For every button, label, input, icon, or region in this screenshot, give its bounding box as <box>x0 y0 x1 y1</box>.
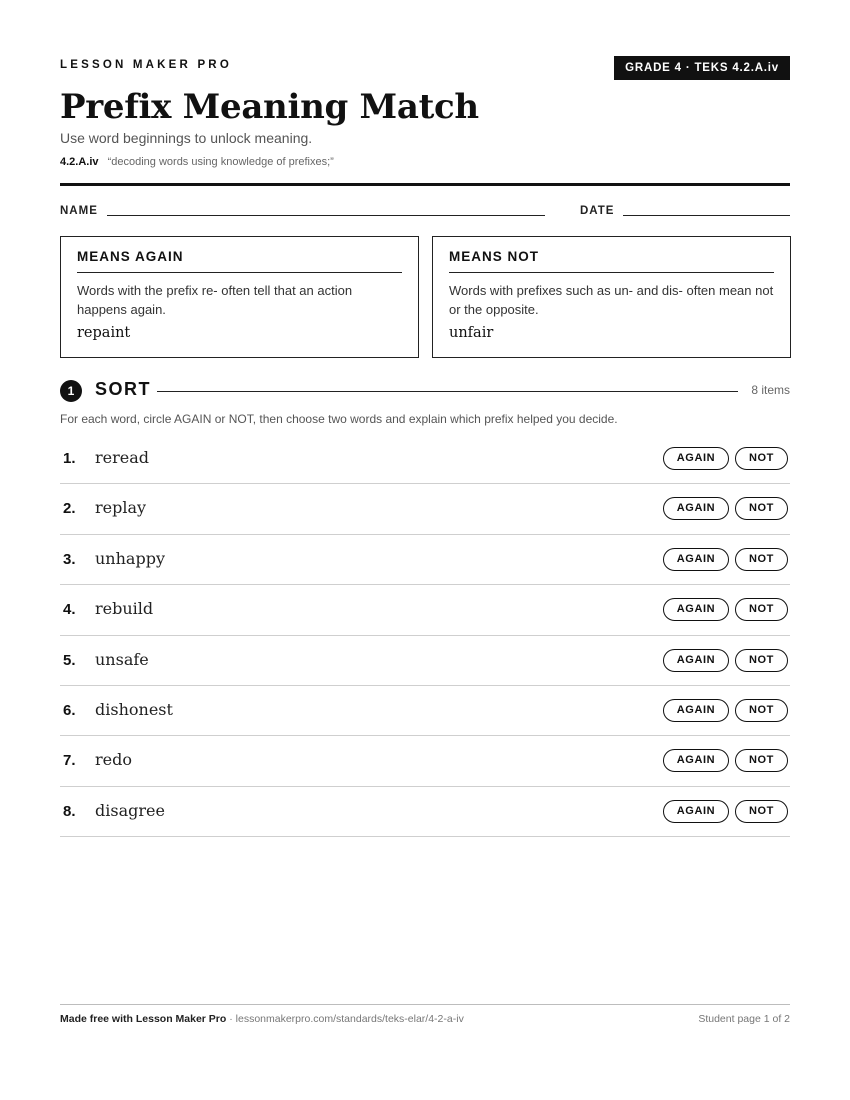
date-field[interactable] <box>623 215 790 216</box>
definition-title: MEANS NOT <box>449 249 774 273</box>
item-word: reread <box>95 448 150 467</box>
standard-code: 4.2.A.iv <box>60 156 99 168</box>
definition-title: MEANS AGAIN <box>77 249 402 273</box>
header-top <box>60 56 790 80</box>
again-option[interactable]: AGAIN <box>663 649 729 672</box>
standard-text: “decoding words using knowledge of prefixes;” <box>107 156 334 168</box>
header-divider <box>60 183 790 186</box>
again-option[interactable]: AGAIN <box>663 548 729 571</box>
item-word: redo <box>95 750 132 770</box>
definition-example: repaint <box>77 325 131 341</box>
not-option[interactable]: NOT <box>735 548 788 571</box>
definition-example: unfair <box>449 325 494 341</box>
date-label: DATE <box>580 205 615 217</box>
item-word: unhappy <box>95 548 165 568</box>
item-number: 7. <box>63 752 76 770</box>
not-option[interactable]: NOT <box>735 447 788 470</box>
again-option[interactable]: AGAIN <box>663 447 729 470</box>
item-number: 5. <box>63 651 76 669</box>
name-date-row <box>60 205 790 221</box>
again-option[interactable]: AGAIN <box>663 749 729 772</box>
definition-text: Words with the prefix re- often tell that an action happens again. <box>77 283 353 317</box>
again-option[interactable]: AGAIN <box>663 497 729 520</box>
item-word: unsafe <box>95 649 149 669</box>
item-count: 8 items <box>751 383 790 397</box>
page-subtitle: Use word beginnings to unlock meaning. <box>60 130 313 146</box>
page-title: Prefix Meaning Match <box>60 87 479 127</box>
list-item <box>60 736 790 786</box>
footer-credit <box>60 1013 464 1025</box>
footer-url[interactable]: · lessonmakerpro.com/standards/teks-elar/4-2-a-iv <box>226 1013 464 1025</box>
name-field[interactable] <box>107 215 545 216</box>
grade-badge: GRADE 4 · TEKS 4.2.A.iv <box>614 56 790 80</box>
item-word: replay <box>95 498 147 518</box>
item-number: 2. <box>63 500 76 518</box>
name-label: NAME <box>60 205 98 217</box>
item-number: 8. <box>63 802 76 820</box>
again-option[interactable]: AGAIN <box>663 699 729 722</box>
worksheet-page <box>60 0 790 1100</box>
item-number: 3. <box>63 550 76 568</box>
item-word: rebuild <box>95 599 154 619</box>
not-option[interactable]: NOT <box>735 649 788 672</box>
section-number: 1 <box>60 380 82 402</box>
item-list <box>60 434 790 837</box>
section-title: SORT <box>95 379 152 399</box>
footer-divider <box>60 1004 790 1005</box>
item-word: disagree <box>95 800 165 820</box>
list-item <box>60 787 790 837</box>
list-item <box>60 636 790 686</box>
item-word: dishonest <box>95 699 173 719</box>
section-rule <box>157 391 738 392</box>
list-item <box>60 434 790 484</box>
list-item <box>60 585 790 635</box>
item-number: 6. <box>63 701 76 719</box>
item-number: 4. <box>63 601 76 619</box>
not-option[interactable]: NOT <box>735 497 788 520</box>
definition-text: Words with prefixes such as un- and dis- often mean not or the opposite. <box>449 283 774 317</box>
list-item <box>60 484 790 534</box>
definition-card-not <box>432 236 791 358</box>
item-number: 1. <box>63 450 76 467</box>
section-instructions: For each word, circle AGAIN or NOT, then choose two words and explain which prefix helped you decide. <box>60 412 618 426</box>
list-item <box>60 686 790 736</box>
definition-card-again <box>60 236 419 358</box>
again-option[interactable]: AGAIN <box>663 800 729 823</box>
not-option[interactable]: NOT <box>735 699 788 722</box>
not-option[interactable]: NOT <box>735 800 788 823</box>
section-header <box>60 378 790 404</box>
footer-brand: Made free with Lesson Maker Pro <box>60 1013 227 1025</box>
again-option[interactable]: AGAIN <box>663 598 729 621</box>
page-indicator: Student page 1 of 2 <box>698 1013 790 1025</box>
not-option[interactable]: NOT <box>735 749 788 772</box>
standard-line <box>60 156 334 168</box>
list-item <box>60 535 790 585</box>
not-option[interactable]: NOT <box>735 598 788 621</box>
brand-name: LESSON MAKER PRO <box>60 59 232 71</box>
